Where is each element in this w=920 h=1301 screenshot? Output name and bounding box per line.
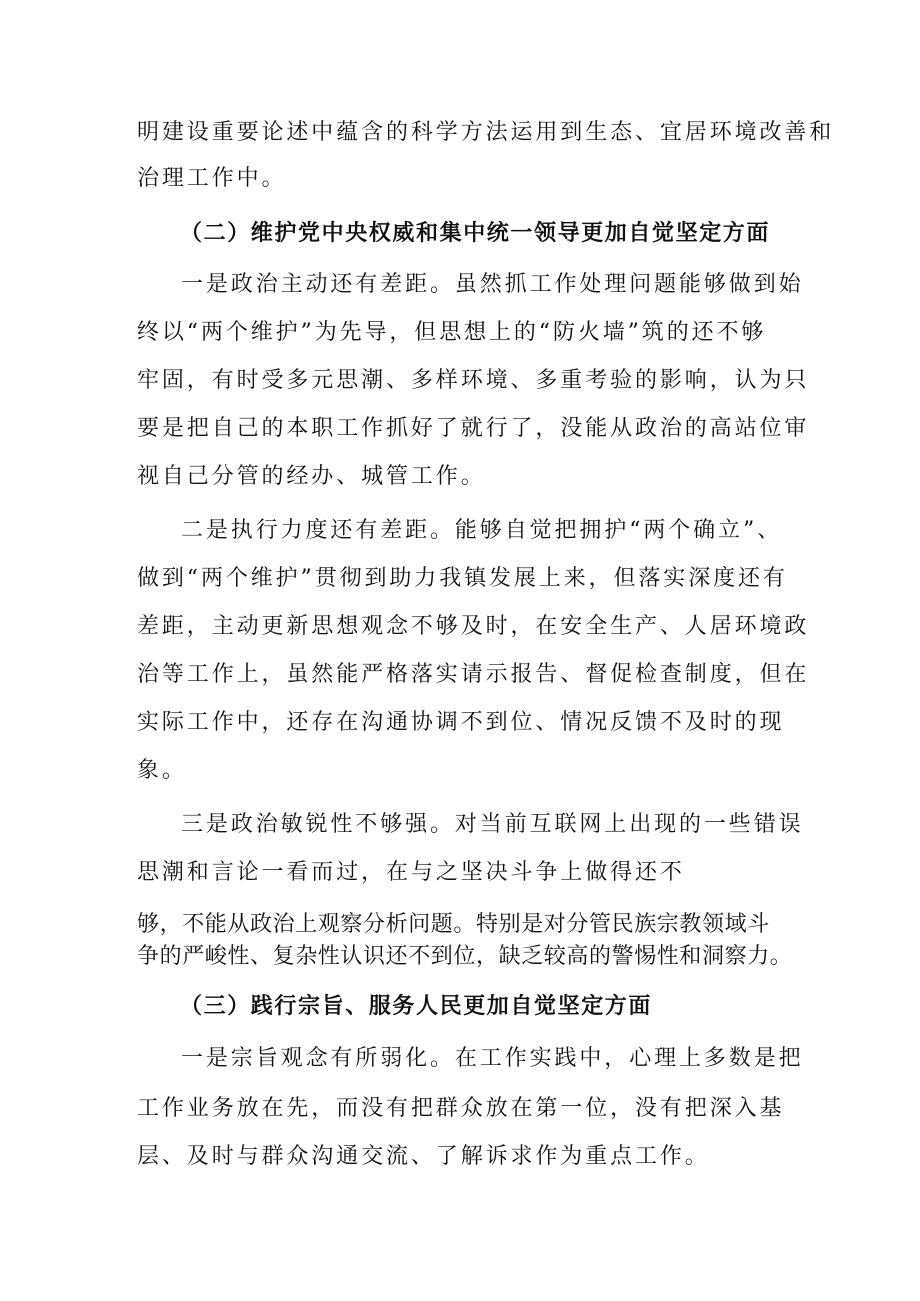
- paragraph-line: 差距，主动更新思想观念不够及时，在安全生产、人居环境政: [137, 614, 810, 639]
- paragraph-line: 三是政治敏锐性不够强。对当前互联网上出现的一些错误: [181, 812, 804, 837]
- paragraph-line: 象。: [137, 758, 187, 783]
- section-heading-3: （三）践行宗旨、服务人民更加自觉坚定方面: [180, 994, 653, 1019]
- paragraph-line: 工作业务放在先，而没有把群众放在第一位，没有把深入基: [137, 1096, 785, 1121]
- paragraph-line: 牢固，有时受多元思潮、多样环境、多重考验的影响，认为只: [137, 368, 810, 393]
- paragraph-line: 二是执行力度还有差距。能够自觉把拥护“两个确立”、: [181, 518, 782, 543]
- section-heading-2: （二）维护党中央权威和集中统一领导更加自觉坚定方面: [180, 221, 771, 246]
- paragraph-line: 一是政治主动还有差距。虽然抓工作处理问题能够做到始: [181, 272, 804, 297]
- paragraph-line: 终以“两个维护”为先导，但思想上的“防火墙”筑的还不够: [137, 320, 767, 345]
- paragraph-line: 层、及时与群众沟通交流、了解诉求作为重点工作。: [137, 1144, 710, 1169]
- paragraph-line: 做到“两个维护”贯彻到助力我镇发展上来，但落实深度还有: [137, 566, 788, 591]
- paragraph-line: 思潮和言论一看而过，在与之坚决斗争上做得还不: [137, 860, 685, 885]
- paragraph-line: 争的严峻性、复杂性认识还不到位，缺乏较高的警惕性和洞察力。: [137, 944, 793, 969]
- paragraph-line: 实际工作中，还存在沟通协调不到位、情况反馈不及时的现: [137, 710, 785, 735]
- paragraph-line: 一是宗旨观念有所弱化。在工作实践中，心理上多数是把: [181, 1046, 804, 1071]
- paragraph-line: 够，不能从政治上观察分析问题。特别是对分管民族宗教领域斗: [137, 912, 770, 937]
- paragraph-line: 明建设重要论述中蕴含的科学方法运用到生态、宜居环境改善和: [137, 120, 835, 145]
- paragraph-line: 视自己分管的经办、城管工作。: [137, 464, 486, 489]
- paragraph-line: 要是把自己的本职工作抓好了就行了，没能从政治的高站位审: [137, 416, 810, 441]
- paragraph-line: 治理工作中。: [137, 166, 287, 191]
- paragraph-line: 治等工作上，虽然能严格落实请示报告、督促检查制度，但在: [137, 662, 810, 687]
